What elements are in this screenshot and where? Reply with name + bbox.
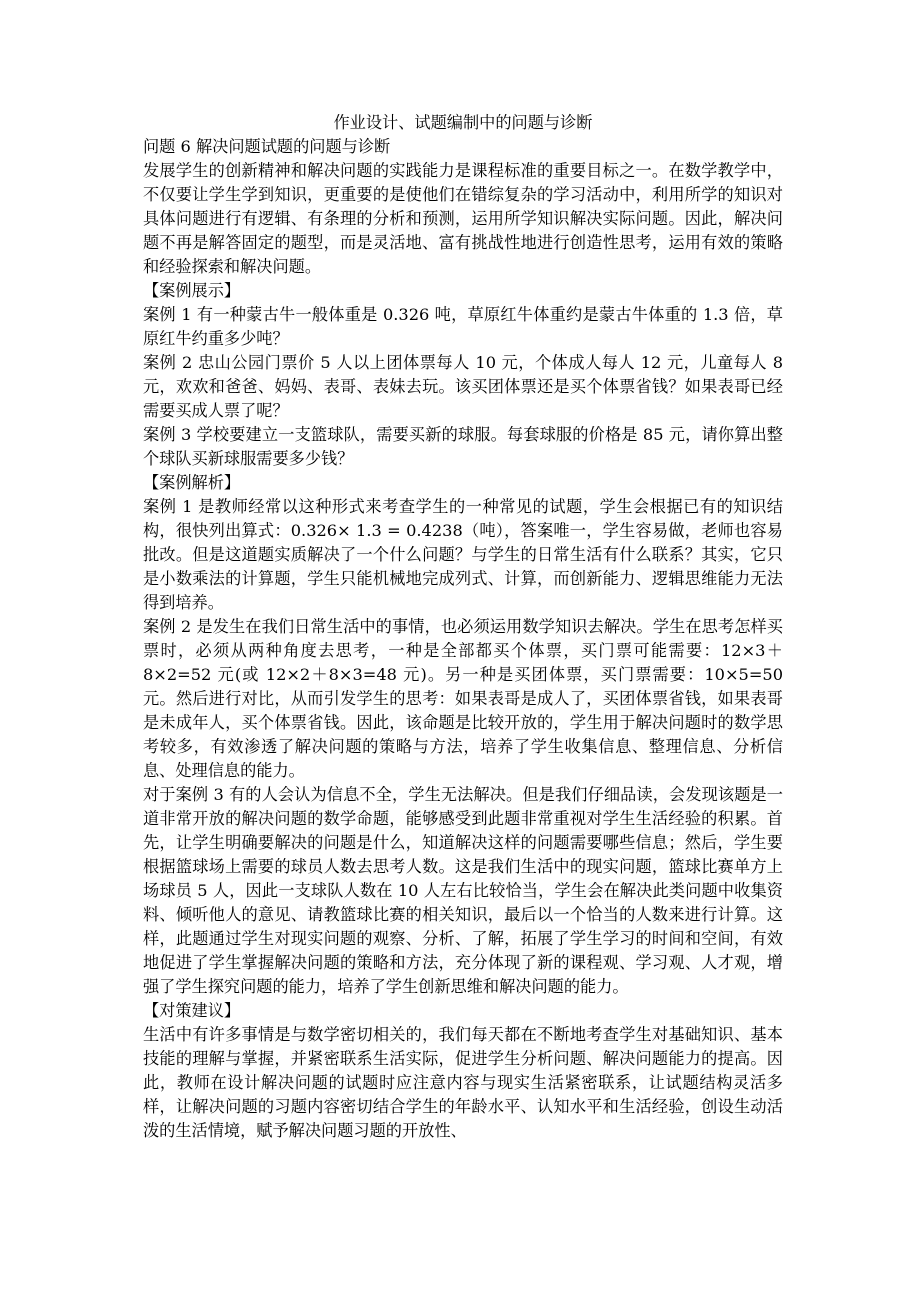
problem-heading: 问题 6 解决问题试题的问题与诊断 <box>143 137 391 156</box>
section-heading-cases: 【案例展示】 <box>143 281 241 300</box>
case-1-paragraph: 案例 1 有一种蒙古牛一般体重是 0.326 吨，草原红牛体重约是蒙古牛体重的 1.3 倍，草原红牛约重多少吨？ <box>143 305 783 348</box>
suggestions-paragraph: 生活中有许多事情是与数学密切相关的，我们每天都在不断地考查学生对基础知识、基本技能的理解与掌握，并紧密联系生活实际，促进学生分析问题、解决问题能力的提高。因此，教师在设计解决问题的试题时应注意内容与现实生活紧密联系，让试题结构灵活多样，让解决问题的习题内容密切结合学生的年龄水平、认知水平和生活经验，创设生动活泼的生活情境，赋予解决问题习题的开放性、 <box>143 1025 783 1140</box>
intro-paragraph: 发展学生的创新精神和解决问题的实践能力是课程标准的重要目标之一。在数学教学中，不仅要让学生学到知识，更重要的是使他们在错综复杂的学习活动中，利用所学的知识对具体问题进行有逻辑、有条理的分析和预测，运用所学知识解决实际问题。因此，解决问题不再是解答固定的题型，而是灵活地、富有挑战性地进行创造性思考，运用有效的策略和经验探索和解决问题。 <box>143 161 783 276</box>
case-3-paragraph: 案例 3 学校要建立一支篮球队，需要买新的球服。每套球服的价格是 85 元，请你算出整个球队买新球服需要多少钱？ <box>143 425 783 468</box>
analysis-1-paragraph: 案例 1 是教师经常以这种形式来考查学生的一种常见的试题，学生会根据已有的知识结构，很快列出算式：0.326× 1.3 = 0.4238（吨），答案唯一，学生容易做，老师也容易批改。但是这道题实质解决了一个什么问题？与学生的日常生活有什么联系？其实，它只是小数乘法的计算题，学生只能机械地完成列式、计算，而创新能力、逻辑思维能力无法得到培养。 <box>143 497 783 612</box>
case-2-paragraph: 案例 2 忠山公园门票价 5 人以上团体票每人 10 元，个体成人每人 12 元，儿童每人 8 元，欢欢和爸爸、妈妈、表哥、表妹去玩。该买团体票还是买个体票省钱？如果表哥已经需要买成人票了呢？ <box>143 353 783 420</box>
section-heading-analysis: 【案例解析】 <box>143 473 241 492</box>
document-page <box>143 111 783 1143</box>
document-title: 作业设计、试题编制中的问题与诊断 <box>333 113 593 132</box>
analysis-2-paragraph: 案例 2 是发生在我们日常生活中的事情，也必须运用数学知识去解决。学生在思考怎样买票时，必须从两种角度去思考，一种是全部都买个体票，买门票可能需要：12×3＋8×2=52 元(或 12×2＋8×3=48 元)。另一种是买团体票，买门票需要：10×5=50 元。然后进行对比，从而引发学生的思考：如果表哥是成人了，买团体票省钱，如果表哥是未成年人，买个体票省钱。因此，该命题是比较开放的，学生用于解决问题时的数学思考较多，有效渗透了解决问题的策略与方法，培养了学生收集信息、整理信息、分析信息、处理信息的能力。 <box>143 617 783 780</box>
analysis-3-paragraph: 对于案例 3 有的人会认为信息不全，学生无法解决。但是我们仔细品读，会发现该题是一道非常开放的解决问题的数学命题，能够感受到此题非常重视对学生生活经验的积累。首先，让学生明确要解决的问题是什么，知道解决这样的问题需要哪些信息；然后，学生要根据篮球场上需要的球员人数去思考人数。这是我们生活中的现实问题，篮球比赛单方上场球员 5 人，因此一支球队人数在 10 人左右比较恰当，学生会在解决此类问题中收集资料、倾听他人的意见、请教篮球比赛的相关知识，最后以一个恰当的人数来进行计算。这样，此题通过学生对现实问题的观察、分析、了解，拓展了学生学习的时间和空间，有效地促进了学生掌握解决问题的策略和方法，充分体现了新的课程观、学习观、人才观，增强了学生探究问题的能力，培养了学生创新思维和解决问题的能力。 <box>143 785 783 996</box>
section-heading-suggestions: 【对策建议】 <box>143 1001 241 1020</box>
